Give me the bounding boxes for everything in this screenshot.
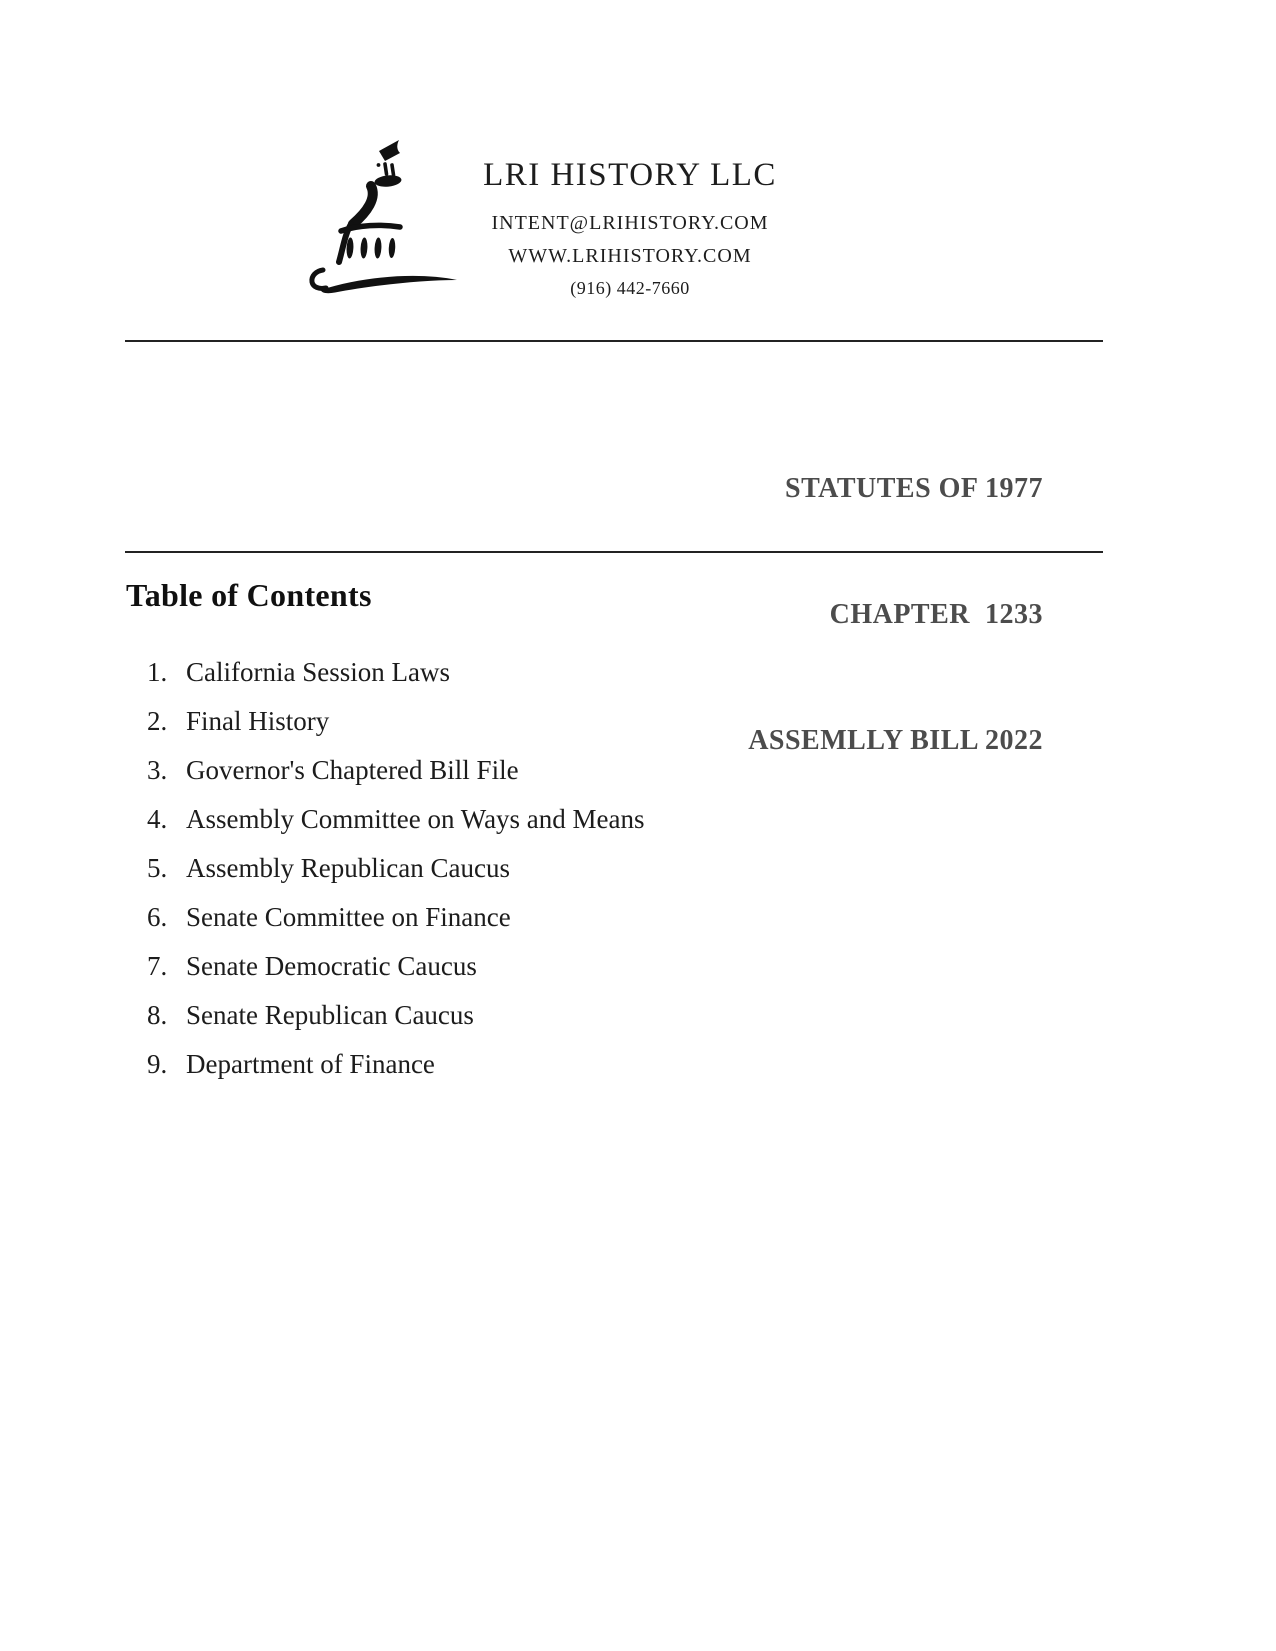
toc-item-label: California Session Laws	[186, 657, 450, 687]
toc-item-number: 1.	[147, 657, 168, 687]
toc-item-label: Governor's Chaptered Bill File	[186, 755, 519, 785]
divider-top	[125, 340, 1103, 342]
toc-item-number: 6.	[147, 902, 168, 932]
toc-item-number: 8.	[147, 1000, 168, 1030]
toc-item-label: Assembly Committee on Ways and Means	[186, 804, 645, 834]
divider-bottom	[125, 551, 1103, 553]
bill-reference-block	[748, 384, 1043, 846]
assembly-bill-line: ASSEMLLY BILL 2022	[748, 725, 1043, 756]
toc-item	[147, 997, 645, 1033]
chapter-line: CHAPTER 1233	[829, 599, 1043, 630]
capitol-dome-sketch	[293, 118, 473, 298]
toc-item-label: Department of Finance	[186, 1049, 435, 1079]
toc-item	[147, 752, 645, 788]
toc-item	[147, 899, 645, 935]
toc-heading: Table of Contents	[126, 577, 372, 613]
toc-item-number: 2.	[147, 706, 168, 736]
toc-item	[147, 703, 645, 739]
toc-item-label: Senate Committee on Finance	[186, 902, 511, 932]
letterhead	[450, 155, 810, 303]
toc-item-number: 4.	[147, 804, 168, 834]
company-phone: (916) 442-7660	[570, 278, 690, 298]
company-email: INTENT@LRIHISTORY.COM	[491, 212, 769, 234]
toc-item-label: Final History	[186, 706, 330, 736]
toc-item-number: 5.	[147, 853, 168, 883]
toc-item	[147, 654, 645, 690]
toc-item	[147, 948, 645, 984]
company-name: LRI HISTORY LLC	[483, 157, 777, 193]
toc-item-number: 3.	[147, 755, 168, 785]
company-website: WWW.LRIHISTORY.COM	[508, 245, 752, 267]
toc-item	[147, 801, 645, 837]
capitol-dome-logo-icon	[293, 118, 473, 298]
toc-item-label: Senate Democratic Caucus	[186, 951, 477, 981]
statutes-line: STATUTES OF 1977	[785, 473, 1043, 504]
toc-list	[147, 654, 645, 1095]
toc-item-number: 9.	[147, 1049, 168, 1079]
toc-item-number: 7.	[147, 951, 168, 981]
toc-item	[147, 1046, 645, 1082]
toc-item-label: Senate Republican Caucus	[186, 1000, 474, 1030]
toc-item	[147, 850, 645, 886]
toc-item-label: Assembly Republican Caucus	[186, 853, 510, 883]
